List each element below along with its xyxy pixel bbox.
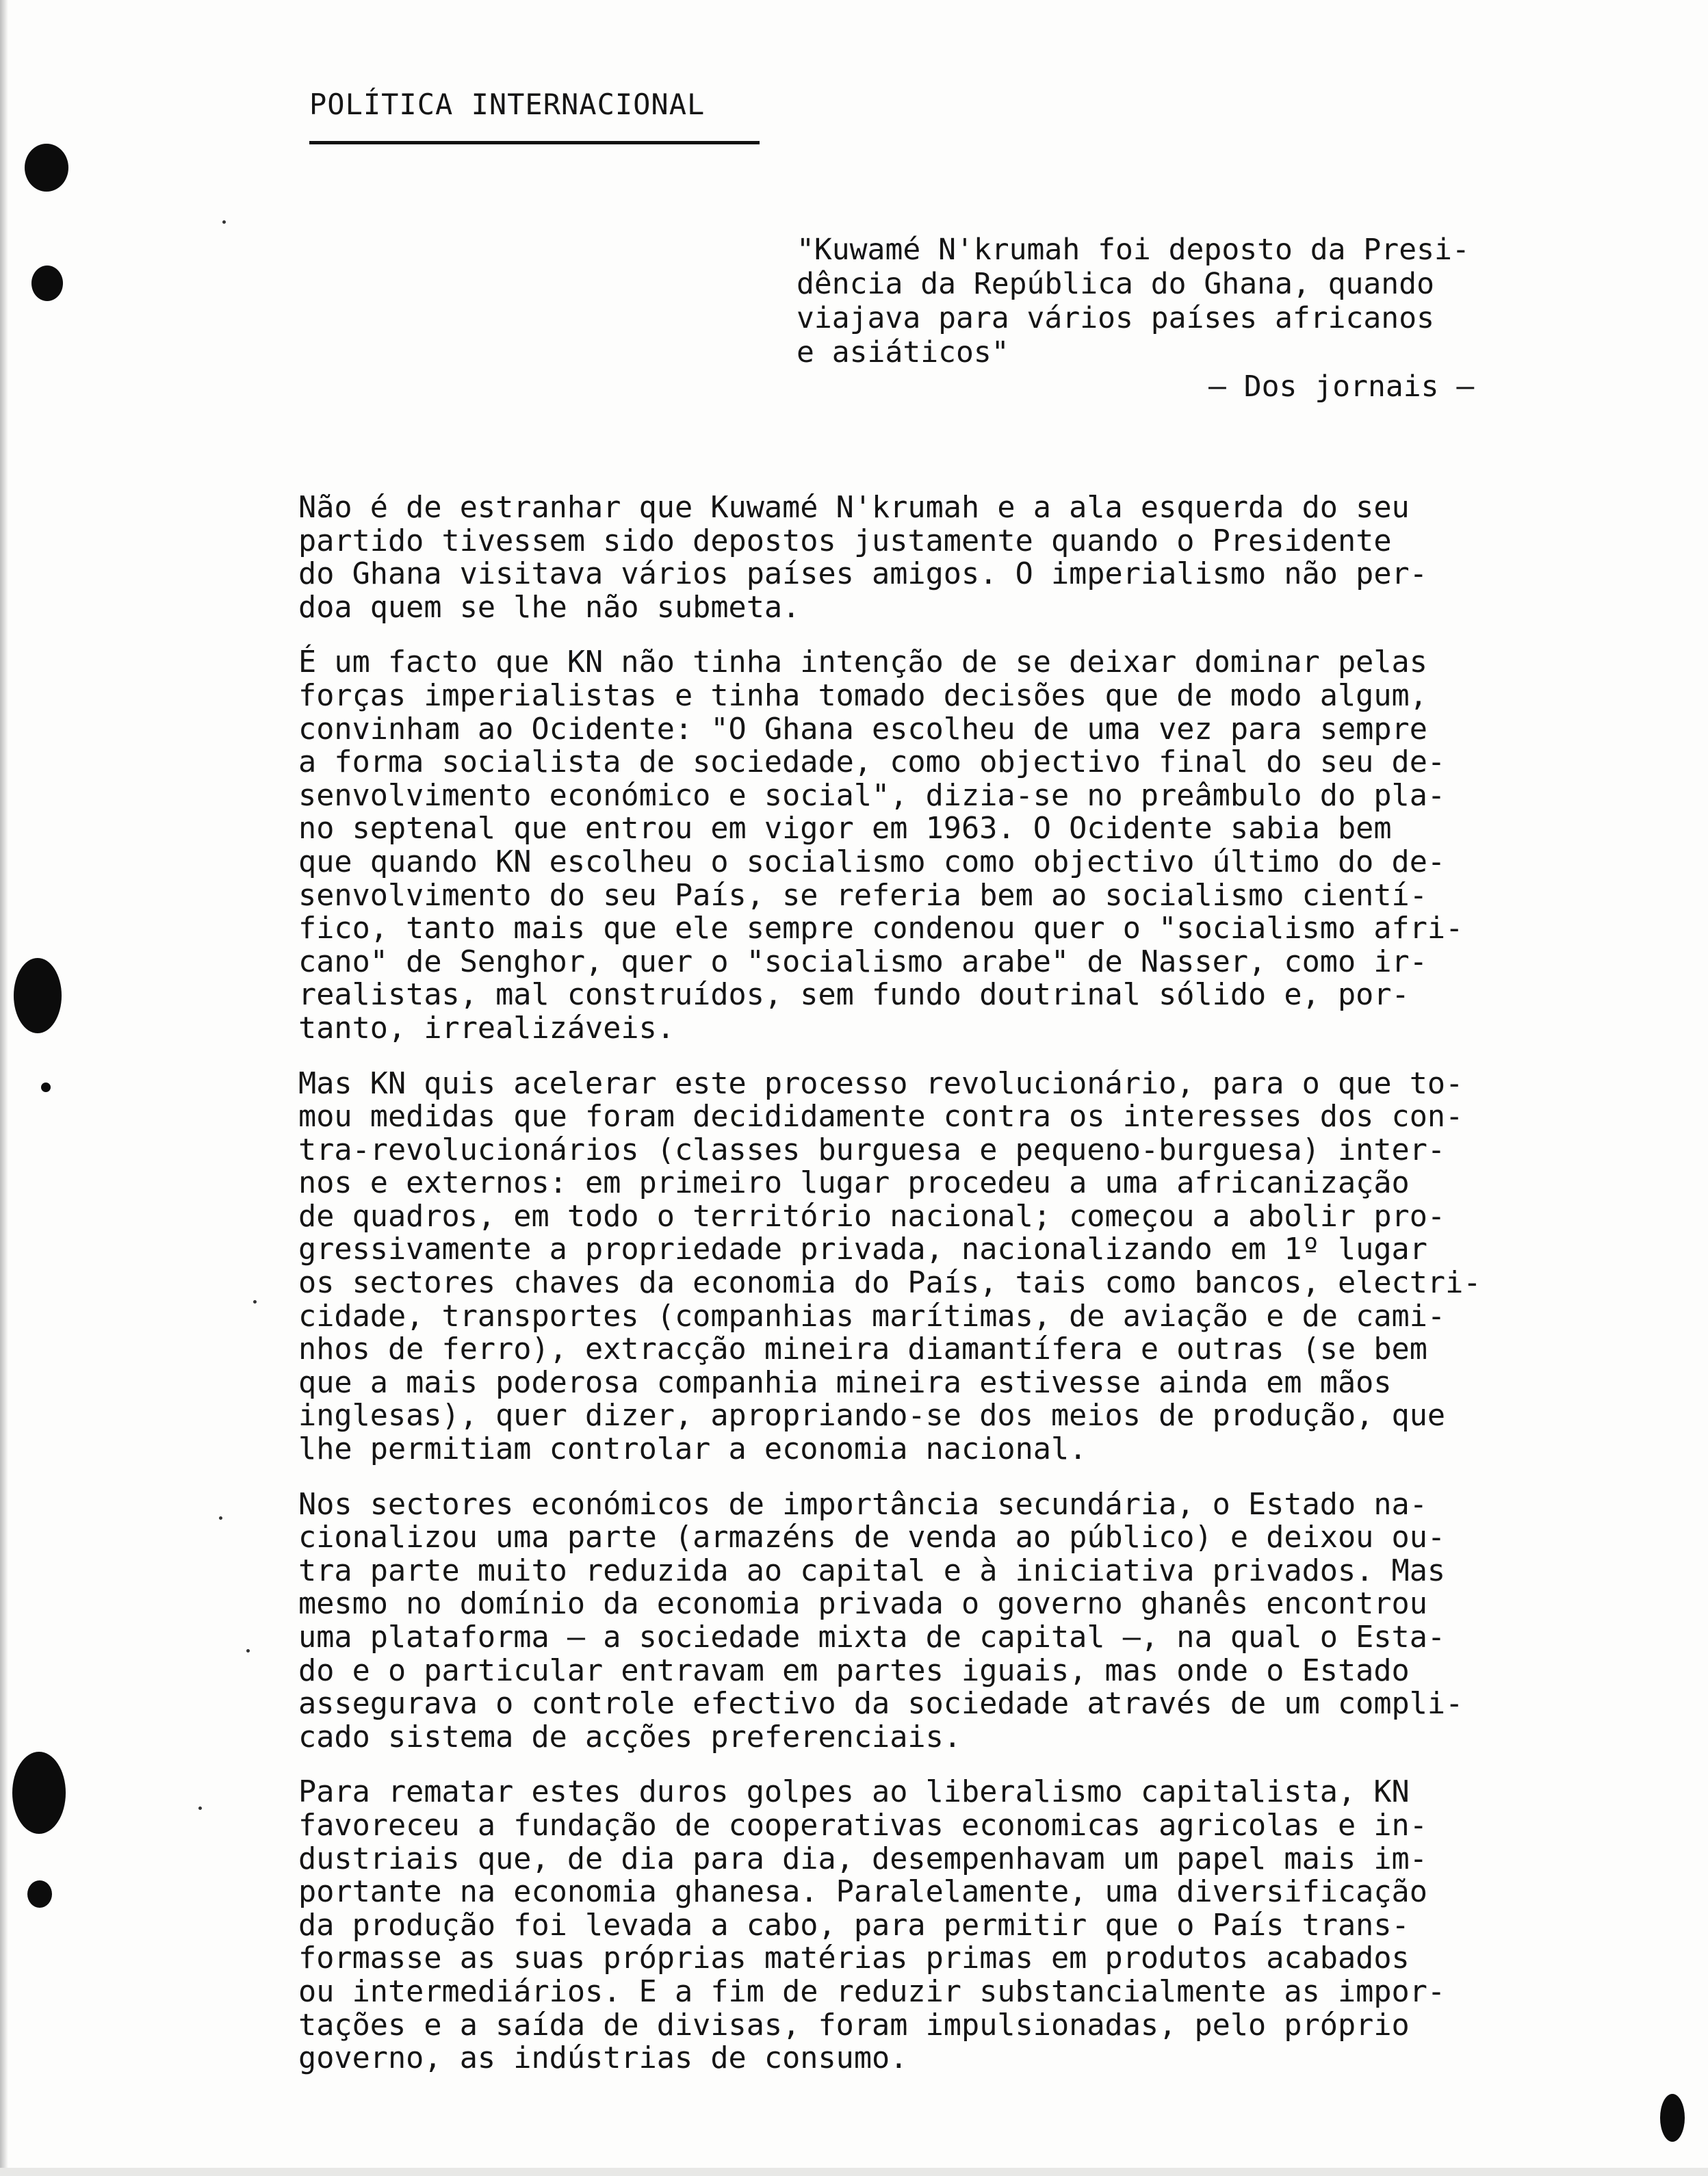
text-line: do Ghana visitava vários países amigos. O imperialismo não per- <box>298 557 1427 592</box>
text-line: uma plataforma – a sociedade mixta de capital –, na qual o Esta- <box>298 1620 1446 1655</box>
text-line: É um facto que KN não tinha intenção de se deixar dominar pelas <box>298 645 1427 680</box>
text-line: assegurava o controle efectivo da sociedade através de um compli- <box>298 1687 1464 1722</box>
punch-hole-mark <box>27 1880 52 1908</box>
text-line: convinham ao Ocidente: "O Ghana escolheu de uma vez para sempre <box>298 712 1427 747</box>
text-line: partido tivessem sido depostos justamente quando o Presidente <box>298 523 1392 558</box>
text-line: ou intermediários. E a fim de reduzir substancialmente as impor- <box>298 1974 1446 2009</box>
speck-mark <box>246 1649 250 1653</box>
text-line: de quadros, em todo o território nacional; começou a abolir pro- <box>298 1199 1446 1234</box>
text-line: senvolvimento económico e social", dizia-se no preâmbulo do pla- <box>298 778 1446 813</box>
text-line: da produção foi levada a cabo, para permitir que o País trans- <box>298 1908 1410 1943</box>
paragraph <box>298 491 1674 624</box>
text-line: mou medidas que foram decididamente contra os interesses dos con- <box>298 1100 1464 1135</box>
text-line: no septenal que entrou em vigor em 1963. O Ocidente sabia bem <box>298 812 1392 846</box>
text-line: cano" de Senghor, quer o "socialismo arabe" de Nasser, como ir- <box>298 944 1427 979</box>
punch-hole-mark <box>41 1083 51 1092</box>
text-line: Não é de estranhar que Kuwamé N'krumah e a ala esquerda do seu <box>298 491 1410 525</box>
text-line: cionalizou uma parte (armazéns de venda ao público) e deixou ou- <box>298 1520 1446 1555</box>
text-line: realistas, mal construídos, sem fundo doutrinal sólido e, por- <box>298 978 1410 1013</box>
text-line: forças imperialistas e tinha tomado decisões que de modo algum, <box>298 678 1427 713</box>
paragraph <box>298 1776 1674 2075</box>
text-line: Mas KN quis acelerar este processo revolucionário, para o que to- <box>298 1066 1464 1101</box>
text-line: dustriais que, de dia para dia, desempenhavam um papel mais im- <box>298 1841 1427 1876</box>
punch-hole-mark <box>31 265 63 301</box>
text-line: cidade, transportes (companhias marítimas, de aviação e de cami- <box>298 1299 1446 1334</box>
text-line: Nos sectores económicos de importância secundária, o Estado na- <box>298 1487 1427 1522</box>
epigraph-line: e asiáticos" <box>797 335 1009 370</box>
text-line: nhos de ferro), extracção mineira diamantífera e outras (se bem <box>298 1332 1427 1367</box>
text-line: doa quem se lhe não submeta. <box>298 590 801 625</box>
epigraph-line: viajava para vários países africanos <box>797 301 1434 335</box>
text-line: os sectores chaves da economia do País, tais como bancos, electri- <box>298 1266 1481 1301</box>
text-line: lhe permitiam controlar a economia nacional. <box>298 1432 1087 1467</box>
text-line: nos e externos: em primeiro lugar procedeu a uma africanização <box>298 1166 1410 1201</box>
speck-mark <box>198 1806 202 1810</box>
text-line: tra-revolucionários (classes burguesa e pequeno-burguesa) inter- <box>298 1132 1446 1167</box>
text-line: gressivamente a propriedade privada, nacionalizando em 1º lugar <box>298 1232 1427 1267</box>
punch-hole-mark <box>12 1752 66 1834</box>
paragraph <box>298 1488 1674 1754</box>
paragraph <box>298 646 1674 1045</box>
page-bottom-edge <box>0 2168 1708 2176</box>
text-line: inglesas), quer dizer, apropriando-se dos meios de produção, que <box>298 1399 1446 1434</box>
paragraph <box>298 1067 1674 1466</box>
text-line: fico, tanto mais que ele sempre condenou quer o "socialismo afri- <box>298 911 1464 946</box>
text-line: governo, as indústrias de consumo. <box>298 2041 908 2076</box>
text-line: portante na economia ghanesa. Paralelamente, uma diversificação <box>298 1875 1427 1910</box>
text-line: que quando KN escolheu o socialismo como objectivo último do de- <box>298 844 1446 879</box>
article-body <box>298 491 1674 2097</box>
text-line: Para rematar estes duros golpes ao liberalismo capitalista, KN <box>298 1775 1410 1810</box>
text-line: tações e a saída de divisas, foram impulsionadas, pelo próprio <box>298 2008 1410 2043</box>
punch-hole-mark <box>1660 2094 1685 2142</box>
speck-mark <box>253 1300 257 1304</box>
epigraph-source: – Dos jornais – <box>1208 370 1475 404</box>
text-line: que a mais poderosa companhia mineira estivesse ainda em mãos <box>298 1365 1392 1400</box>
text-line: a forma socialista de sociedade, como objectivo final do seu de- <box>298 745 1446 780</box>
text-line: favoreceu a fundação de cooperativas economicas agricolas e in- <box>298 1808 1427 1843</box>
text-line: formasse as suas próprias matérias primas em produtos acabados <box>298 1941 1410 1976</box>
text-line: cado sistema de acções preferenciais. <box>298 1720 962 1754</box>
text-line: tra parte muito reduzida ao capital e à iniciativa privados. Mas <box>298 1553 1446 1588</box>
epigraph-line: dência da República do Ghana, quando <box>797 267 1434 301</box>
section-title-underline <box>309 141 760 144</box>
text-line: do e o particular entravam em partes iguais, mas onde o Estado <box>298 1653 1410 1688</box>
page-left-edge <box>0 0 8 2176</box>
epigraph-line: "Kuwamé N'krumah foi deposto da Presi- <box>797 233 1470 267</box>
text-line: senvolvimento do seu País, se referia bem ao socialismo cientí- <box>298 878 1427 913</box>
section-title: POLÍTICA INTERNACIONAL <box>309 88 706 121</box>
speck-mark <box>222 220 226 224</box>
punch-hole-mark <box>25 144 68 192</box>
text-line: mesmo no domínio da economia privada o governo ghanês encontrou <box>298 1587 1427 1622</box>
punch-hole-mark <box>14 958 62 1033</box>
speck-mark <box>219 1516 222 1520</box>
epigraph-quote <box>797 233 1583 370</box>
text-line: tanto, irrealizáveis. <box>298 1011 675 1046</box>
